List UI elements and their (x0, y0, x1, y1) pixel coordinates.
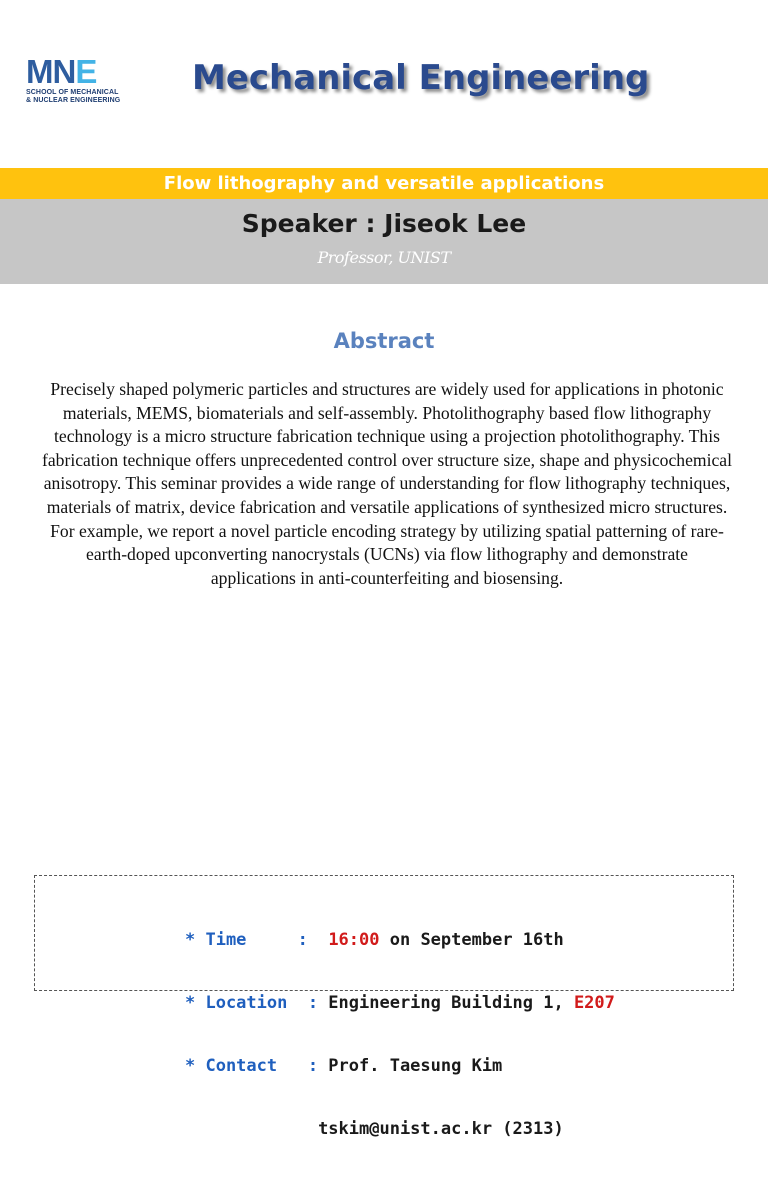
contact-row (185, 1056, 615, 1077)
contact-email-row (185, 1119, 615, 1140)
location-row (185, 993, 615, 1014)
mne-logo (26, 53, 144, 106)
event-info-box (34, 875, 734, 1139)
logo-subtitle-line1: SCHOOL OF MECHANICAL (26, 89, 119, 96)
speaker-band (0, 199, 768, 284)
time-value: 16:00 (328, 930, 380, 950)
logo-subtitle (26, 89, 120, 105)
logo-mark (26, 53, 97, 90)
time-label: * Time : (185, 930, 308, 950)
time-date: on September 16th (379, 930, 564, 950)
logo-letters-accent: E (75, 53, 97, 90)
abstract-body: Precisely shaped polymeric particles and structures are widely used for applications in photonic materials, MEMS, biomaterials and self-assembly. Photolithography based flow lithography technology is a micro structure fabrication technique using a projection photolithography. This fabrication technique offers unprecedented control over structure size, shape and physicochemical anisotropy. This seminar provides a wide range of understanding for flow lithography techniques, materials of matrix, device fabrication and versatile applications of synthesized micro structures. For example, we report a novel particle encoding strategy by utilizing spatial patterning of rare-earth-doped upconverting nanocrystals (UCNs) via flow lithography and demonstrate applications in anti-counterfeiting and biosensing. (42, 379, 732, 588)
location-label: * Location : (185, 993, 319, 1013)
speaker-name: Speaker : Jiseok Lee (241, 209, 527, 238)
contact-label: * Contact : (185, 1056, 319, 1076)
talk-title: Flow lithography and versatile applications (0, 168, 768, 199)
page-title: Mechanical Engineering (192, 58, 650, 98)
location-room: E207 (573, 993, 615, 1013)
logo-letters-main: MN (26, 53, 76, 90)
logo-subtitle-line2: & NUCLEAR ENGINEERING (26, 97, 121, 104)
contact-name: Prof. Taesung Kim (318, 1056, 503, 1076)
speaker-affiliation: Professor, UNIST (317, 248, 451, 267)
event-info-rows (185, 888, 615, 1182)
contact-email: tskim@unist.ac.kr (2313) (318, 1119, 564, 1139)
time-row (185, 930, 615, 951)
abstract-heading: Abstract (333, 329, 435, 353)
location-building: Engineering Building 1, (318, 993, 574, 1013)
